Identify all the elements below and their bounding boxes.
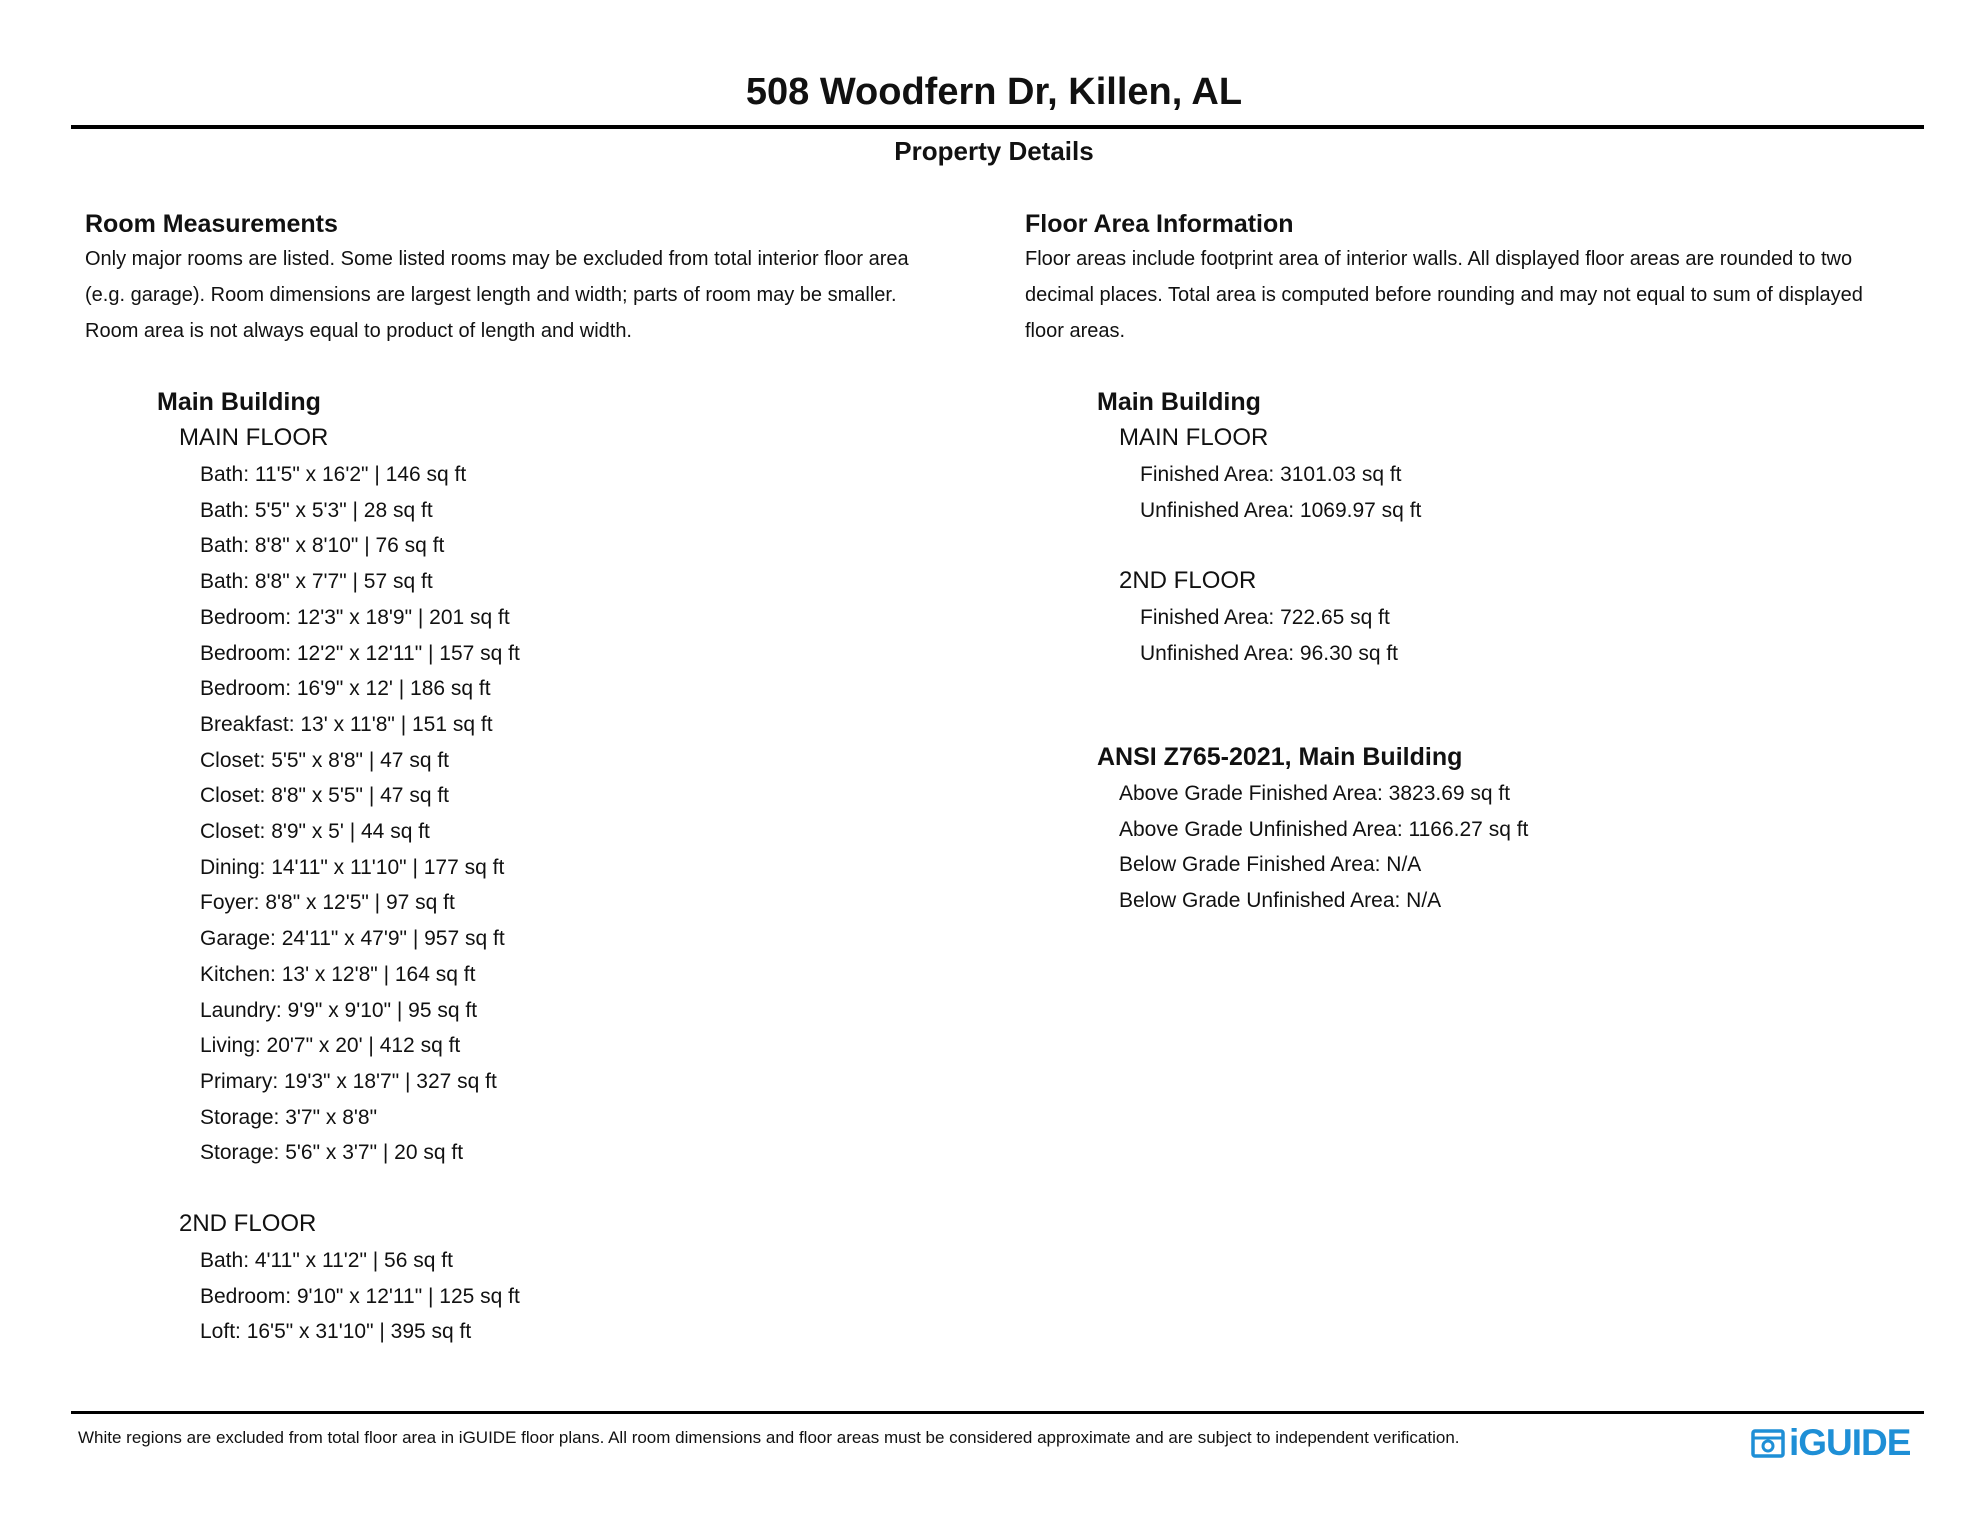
floor-name-main: MAIN FLOOR xyxy=(179,424,329,451)
floor-name-main: MAIN FLOOR xyxy=(1119,424,1269,451)
room-entry: Bedroom: 12'2" x 12'11" | 157 sq ft xyxy=(200,641,520,665)
page-title: 508 Woodfern Dr, Killen, AL xyxy=(745,71,1243,113)
room-entry: Living: 20'7" x 20' | 412 sq ft xyxy=(200,1034,461,1058)
title-divider xyxy=(71,125,1924,129)
area-entry: Unfinished Area: 96.30 sq ft xyxy=(1140,641,1398,665)
floor-area-desc-line: decimal places. Total area is computed before rounding and may not equal to sum of displayed xyxy=(1025,284,1863,306)
area-list-main-floor xyxy=(1140,457,1421,528)
room-entry: Bedroom: 16'9" x 12' | 186 sq ft xyxy=(200,677,491,701)
room-entry: Bedroom: 9'10" x 12'11" | 125 sq ft xyxy=(200,1284,520,1308)
room-entry: Bath: 8'8" x 7'7" | 57 sq ft xyxy=(200,570,433,594)
building-name: Main Building xyxy=(157,388,321,416)
ansi-entry: Above Grade Unfinished Area: 1166.27 sq ft xyxy=(1119,817,1529,841)
page-subtitle: Property Details xyxy=(894,136,1094,166)
room-entry: Storage: 5'6" x 3'7" | 20 sq ft xyxy=(200,1141,464,1165)
room-entry: Closet: 8'9" x 5' | 44 sq ft xyxy=(200,820,430,844)
floor-name-2nd: 2ND FLOOR xyxy=(179,1210,317,1237)
room-entry: Breakfast: 13' x 11'8" | 151 sq ft xyxy=(200,712,493,736)
iguide-logo xyxy=(1751,1423,1910,1463)
room-entry: Closet: 5'5" x 8'8" | 47 sq ft xyxy=(200,748,450,772)
floor-area-heading: Floor Area Information xyxy=(1025,210,1294,238)
room-entry: Bath: 5'5" x 5'3" | 28 sq ft xyxy=(200,498,433,522)
room-entry: Kitchen: 13' x 12'8" | 164 sq ft xyxy=(200,962,476,986)
ansi-entry: Above Grade Finished Area: 3823.69 sq ft xyxy=(1119,782,1511,805)
footer-disclaimer: White regions are excluded from total floor area in iGUIDE floor plans. All room dimensions and floor areas must be considered approximate and are subject to independent verification. xyxy=(78,1428,1460,1447)
room-measurements-heading: Room Measurements xyxy=(85,210,338,238)
room-measurements-desc-line: Only major rooms are listed. Some listed rooms may be excluded from total interior floor area xyxy=(85,248,909,270)
room-measurements-desc-line: (e.g. garage). Room dimensions are largest length and width; parts of room may be smaller. xyxy=(85,284,897,306)
room-entry: Foyer: 8'8" x 12'5" | 97 sq ft xyxy=(200,891,455,915)
building-name: Main Building xyxy=(1097,388,1261,416)
ansi-entry: Below Grade Unfinished Area: N/A xyxy=(1119,889,1442,913)
area-list-2nd-floor xyxy=(1140,600,1398,671)
floor-area-desc-line: Floor areas include footprint area of interior walls. All displayed floor areas are rounded to two xyxy=(1025,248,1853,270)
room-entry: Bath: 11'5" x 16'2" | 146 sq ft xyxy=(200,463,467,486)
area-entry: Unfinished Area: 1069.97 sq ft xyxy=(1140,498,1422,522)
ansi-heading: ANSI Z765-2021, Main Building xyxy=(1097,743,1463,771)
room-entry: Laundry: 9'9" x 9'10" | 95 sq ft xyxy=(200,998,478,1022)
area-entry: Finished Area: 722.65 sq ft xyxy=(1140,606,1390,629)
room-entry: Loft: 16'5" x 31'10" | 395 sq ft xyxy=(200,1320,472,1344)
room-entry: Bath: 4'11" x 11'2" | 56 sq ft xyxy=(200,1249,453,1272)
room-entry: Dining: 14'11" x 11'10" | 177 sq ft xyxy=(200,855,505,879)
room-entry: Closet: 8'8" x 5'5" | 47 sq ft xyxy=(200,784,450,808)
room-entry: Storage: 3'7" x 8'8" xyxy=(200,1105,378,1129)
floor-area-section xyxy=(1025,207,1945,913)
iguide-logo-icon xyxy=(1751,1427,1785,1459)
room-entry: Bedroom: 12'3" x 18'9" | 201 sq ft xyxy=(200,605,510,629)
area-entry: Finished Area: 3101.03 sq ft xyxy=(1140,463,1402,486)
room-entry: Garage: 24'11" x 47'9" | 957 sq ft xyxy=(200,927,505,951)
room-list-2nd-floor xyxy=(200,1243,520,1350)
room-entry: Bath: 8'8" x 8'10" | 76 sq ft xyxy=(200,534,445,558)
floor-name-2nd: 2ND FLOOR xyxy=(1119,567,1257,594)
footer-divider xyxy=(71,1411,1924,1414)
room-measurements-section xyxy=(85,207,985,1344)
floor-area-desc-line: floor areas. xyxy=(1025,320,1126,342)
ansi-area-list xyxy=(1119,776,1528,919)
room-entry: Primary: 19'3" x 18'7" | 327 sq ft xyxy=(200,1069,497,1093)
room-measurements-desc-line: Room area is not always equal to product of length and width. xyxy=(85,320,632,342)
iguide-logo-text: iGUIDE xyxy=(1789,1422,1911,1463)
ansi-entry: Below Grade Finished Area: N/A xyxy=(1119,853,1422,877)
room-list-main-floor xyxy=(200,457,520,1171)
